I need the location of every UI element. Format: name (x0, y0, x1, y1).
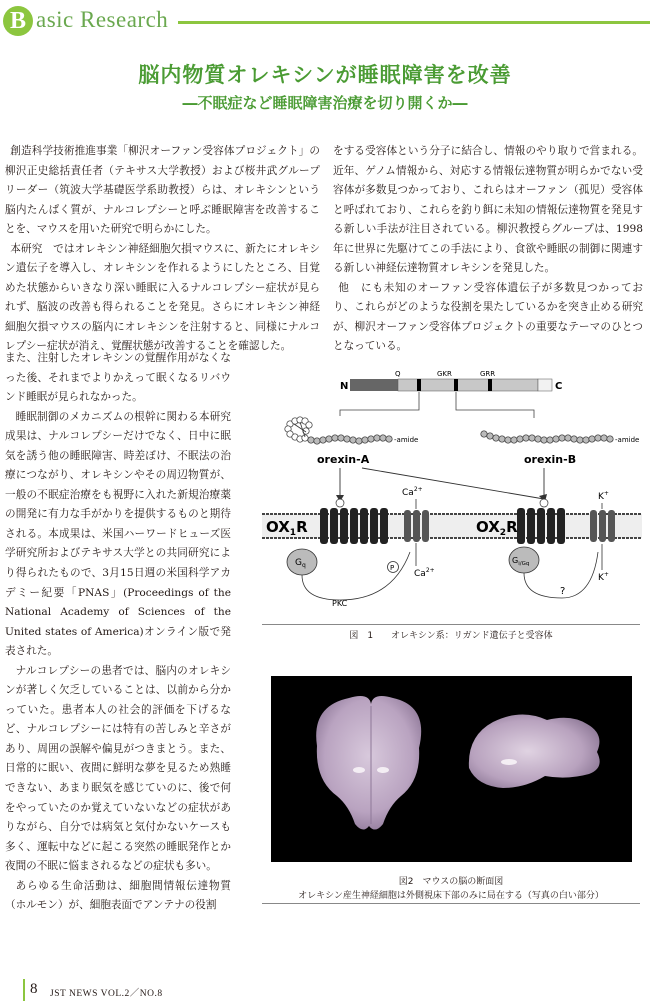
gene-grr-label: GRR (480, 370, 496, 378)
intro-paragraph: 創造科学技術推進事業「柳沢オーファン受容体プロジェクト」の柳沢正史総括責任者（テキサス大学教授）および桜井武グループリーダー（筑波大学基礎医学系助教授）らは、オレキシンという脳内たんぱく質が、ナルコレプシーと呼ぶ睡眠障害を改善することを、マウスを用いた研究で明らかにした。 (5, 145, 320, 236)
body-paragraph: あらゆる生命活動は、細胞間情報伝達物質（ホルモン）が、細胞表面でアンテナの役割 (5, 879, 231, 912)
orexin-system-diagram (262, 362, 642, 624)
page-number: 8 (30, 981, 38, 997)
publication-info: JST NEWS VOL.2／NO.8 (50, 989, 163, 999)
binding-arrows (340, 468, 544, 499)
unknown-pathway-label: ? (560, 586, 566, 597)
intro-paragraph: をする受容体という分子に結合し、情報のやり取りで営まれる。近年、ゲノム情報から、対応する情報伝達物質が明らかでない受容体が多数見つかっており、これらはオーファン（孤児）受容体と呼ばれており、これらを釣り餌に未知の情報伝達物質を発見する新しい手法が注目されている。柳沢教授らグループは、1998年に世界に先駆けてこの手法により、食欲や睡眠の制御に関連する新しい神経伝達物質オレキシンを発見した。 (333, 145, 643, 275)
ox1r-receptor (320, 508, 388, 544)
bound-ligand (336, 499, 344, 507)
figure2-caption-body: オレキシン産生神経細胞は外側視床下部のみに局在する（写真の白い部分） (298, 891, 604, 901)
gene-n-label: N (340, 381, 349, 392)
cell-membrane (262, 514, 642, 538)
orexin-a-label: orexin-A (317, 453, 370, 466)
orexin-region (377, 767, 389, 773)
figure2-caption-title: 図2 マウスの脳の断面図 (398, 877, 504, 887)
intro-right-column (333, 142, 643, 357)
ca-channel (404, 510, 429, 542)
k-channel (590, 510, 615, 542)
k-top-label: K+ (598, 490, 609, 502)
section-label: asic Research (36, 7, 169, 32)
gene-end-segment (538, 379, 552, 391)
body-paragraph: また、注射したオレキシンの覚醒作用がなくなった後、それまでよりかえって眠くなるリバウンド睡眠が見られなかった。 (5, 352, 231, 404)
orexin-a-chain (308, 435, 392, 444)
body-paragraph: ナルコレプシーの患者では、脳内のオレキシンが著しく欠乏していることは、以前から分かっていた。患者本人の社会的評価を下げるなど、ナルコレプシーには特有の苦しみと辛さがあり、周囲の誤解や偏見がつきまとう。また、日常的に眠い、夜間に鮮明な夢を見るため熟睡できない、あまり眠気を感じていのに、後で何をやっていたのか覚えていないなどの症状がありながら、自分では病気と気付かないケースも多く、運転中などに起こる突然の睡眠発作とか夜間の不眠に悩まされるなどの症状も多い。 (5, 664, 231, 873)
bound-ligand (540, 499, 548, 507)
section-initial-badge: B (3, 6, 33, 36)
orexin-b-label: orexin-B (524, 453, 577, 466)
orexin-a-amide-label: -amide (394, 436, 419, 444)
phosphate-label: P (390, 564, 395, 572)
mouse-brain-section-photo (271, 676, 632, 862)
gene-gkr-label: GKR (437, 370, 452, 378)
intro-paragraph: 本研究 ではオレキシン神経細胞欠損マウスに、新たにオレキシン遺伝子を導入し、オレキシンを作れるようにしたところ、目覚めた状態からいきなり深い睡眠に入るナルコレプシー症状が見られず、脳波の改善も得られることを発見。さらにオレキシン神経細胞欠損マウスの脳内にオレキシンを注射すると、同様にナルコレプシー症状が消え、覚醒状態が改善することを確認した。 (5, 242, 320, 353)
intro-left-column (5, 142, 320, 357)
figure1-caption-rule (262, 624, 640, 625)
bracket-line (340, 392, 419, 416)
intro-paragraph: 他 にも未知のオーファン受容体遺伝子が多数見つかっており、これらがどのような役割を果たしているかを突き止める研究が、柳沢オーファン受容体プロジェクトの重要なテーマのひとつとなっている。 (333, 281, 643, 353)
gene-marker (454, 379, 458, 391)
gene-signal-segment (350, 379, 398, 391)
gene-marker (488, 379, 492, 391)
orexin-b-chain (481, 431, 613, 443)
figure1-caption: 図 1 オレキシン系：リガンド遺伝子と受容体 (349, 631, 553, 641)
ox1r-label: $OX_1R$ (266, 518, 308, 538)
article-title: 脳内物質オレキシンが睡眠障害を改善 (138, 63, 512, 87)
arrow-heads (336, 494, 547, 502)
body-paragraph: 睡眠制御のメカニズムの根幹に関わる本研究成果は、ナルコレプシーだけでなく、日中に眠気を誘う他の睡眠障害、時差ぼけ、不眠法の治療につながり、オレキシンやその周辺物質が、一般の不眠症治療をも視野に入れた新規治療薬の開発に有力な手がかりを提供するものと期待される。本成果は、米国ハーワードヒューズ医学研究所およびテキサス大学との共同研究により得られたもので、3月15日週の米国科学アカデミー紀要「PNAS」(Proceedings of the National Academy of Sciences of the United states of America)オンライン版で発表された。 (5, 410, 231, 658)
pkc-pathway-arrow (302, 552, 410, 600)
ca-top-label: $Ca^{2+}$ (402, 486, 423, 498)
article-subtitle: ―不眠症など睡眠障害治療を切り開くか― (182, 94, 468, 112)
ox2r-receptor (517, 508, 565, 544)
gene-q-label: Q (395, 370, 401, 378)
k-bottom-label: K+ (598, 571, 609, 583)
body-left-column (5, 349, 231, 916)
gene-c-label: C (555, 381, 563, 392)
pkc-label: PKC (332, 599, 348, 608)
figure2-caption-rule (262, 903, 640, 904)
ca-bottom-label: $Ca^{2+}$ (414, 567, 435, 579)
orexin-b-amide-label: -amide (615, 436, 640, 444)
bracket-line (456, 392, 534, 418)
header-rule (178, 21, 650, 24)
gi-label: $G_{i/Gq}$ (512, 556, 530, 567)
gq-label: $G_q$ (295, 558, 306, 569)
orexin-region (353, 767, 365, 773)
ox2r-label: $OX_2R$ (476, 518, 518, 538)
gene-marker (417, 379, 421, 391)
footer-accent-bar (23, 979, 25, 1001)
orexin-region (501, 759, 517, 765)
